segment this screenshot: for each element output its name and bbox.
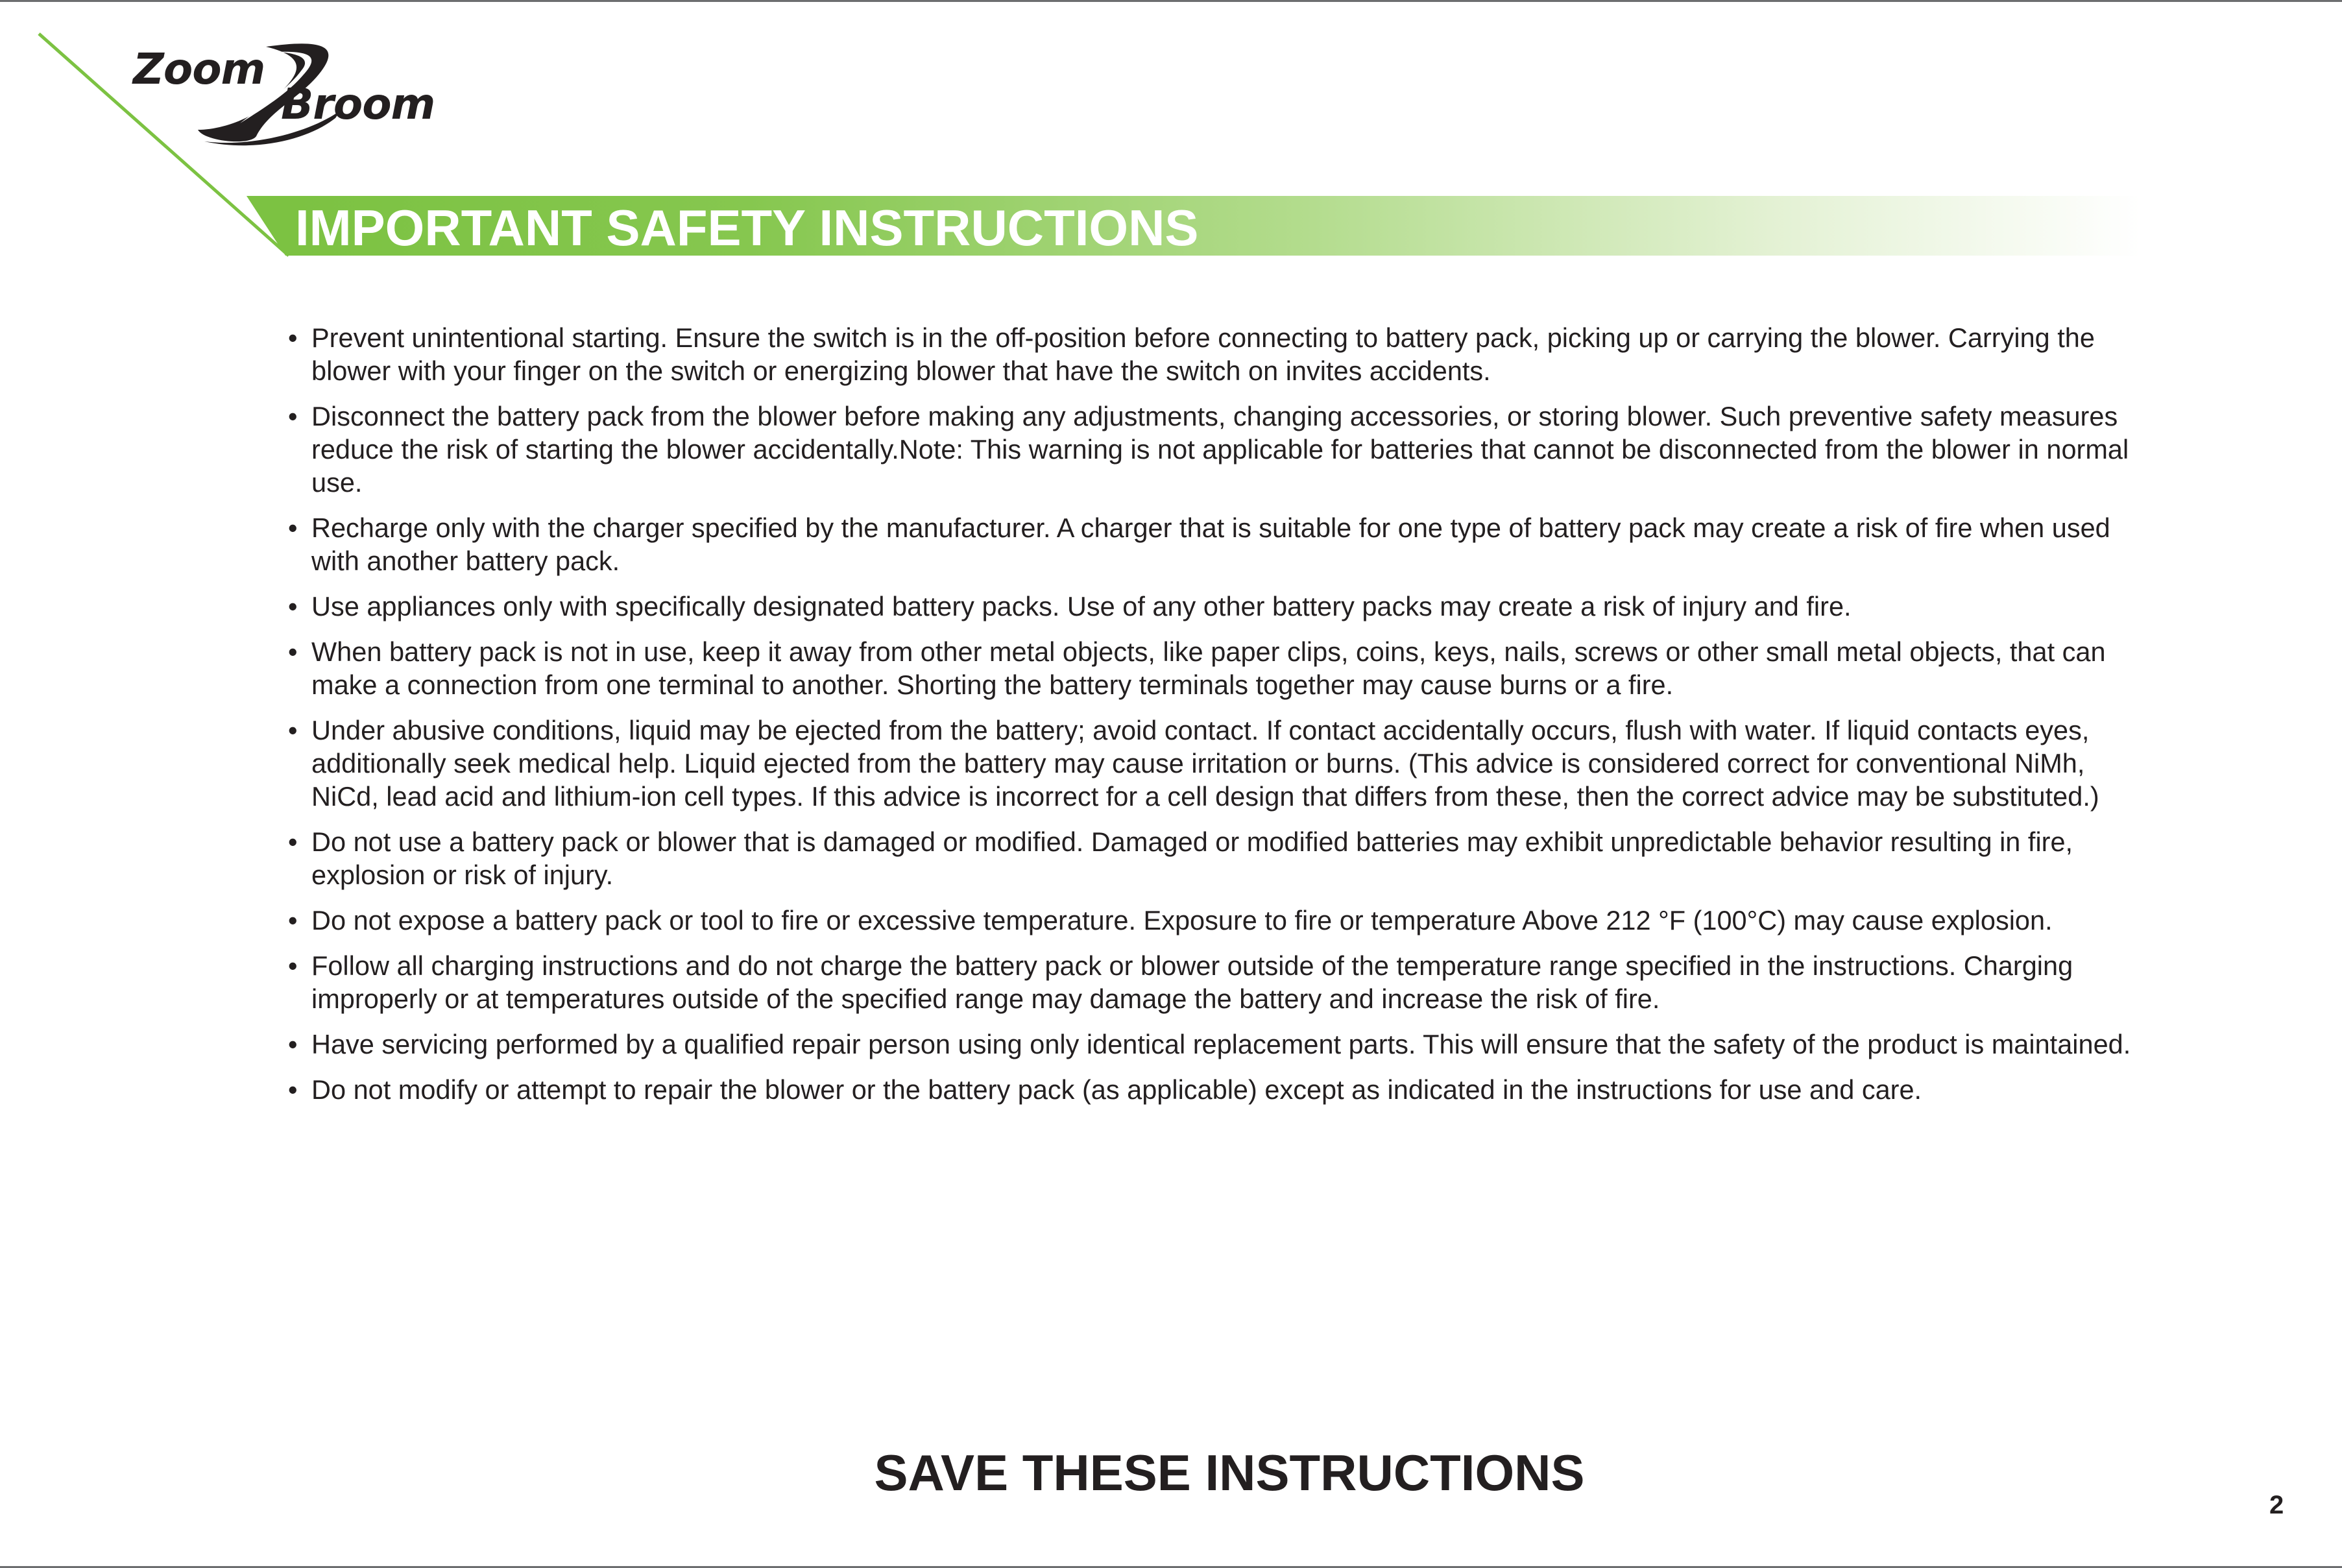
bullet-icon: • <box>288 636 298 667</box>
safety-instructions-list <box>285 321 2134 1118</box>
instruction-text: Disconnect the battery pack from the blower before making any adjustments, changing accessories, or storing blower. Such preventive safety measures reduce the risk of starting the blower accidentally.Note: This warning is not applicable for batteries that cannot be disconnected from the blower in normal use. <box>311 401 2129 498</box>
instruction-text: Use appliances only with specifically designated battery packs. Use of any other battery packs may create a risk of injury and fire. <box>311 591 1852 621</box>
zoom-broom-logo <box>127 32 438 149</box>
page-number: 2 <box>2269 1491 2284 1519</box>
instruction-item <box>285 635 2134 701</box>
instruction-item <box>285 1073 2134 1106</box>
instruction-item <box>285 511 2134 577</box>
instruction-text: Do not use a battery pack or blower that is damaged or modified. Damaged or modified batteries may exhibit unpredictable behavior resulting in fire, explosion or risk of injury. <box>311 826 2073 890</box>
instruction-item <box>285 825 2134 891</box>
bullet-icon: • <box>288 715 298 745</box>
instruction-text: Follow all charging instructions and do not charge the battery pack or blower outside of the temperature range specified in the instructions. Charging improperly or at temperatures outside of the specified range may damage the battery and increase the risk of fire. <box>311 950 2073 1014</box>
instruction-text: Under abusive conditions, liquid may be ejected from the battery; avoid contact. If contact accidentally occurs, flush with water. If liquid contacts eyes, additionally seek medical help. Liquid ejected from the battery may cause irritation or burns. (This advice is considered correct for conventional NiMh, NiCd, lead acid and lithium-ion cell types. If this advice is incorrect for a cell design that differs from these, then the correct advice may be substituted.) <box>311 715 2099 812</box>
instruction-text: Recharge only with the charger specified by the manufacturer. A charger that is suitable for one type of battery pack may create a risk of fire when used with another battery pack. <box>311 513 2110 576</box>
instruction-item <box>285 1028 2134 1061</box>
bullet-icon: • <box>288 950 298 981</box>
instruction-text: Do not expose a battery pack or tool to fire or excessive temperature. Exposure to fire or temperature Above 212 °F (100°C) may cause explosion. <box>311 905 2053 935</box>
bullet-icon: • <box>288 401 298 431</box>
bullet-icon: • <box>288 591 298 621</box>
logo-zoom-text: Zoom <box>133 44 265 94</box>
save-instructions-heading: SAVE THESE INSTRUCTIONS <box>874 1444 1585 1501</box>
instruction-item <box>285 714 2134 813</box>
instruction-item <box>285 590 2134 623</box>
bullet-icon: • <box>288 1029 298 1059</box>
instruction-item <box>285 949 2134 1015</box>
bullet-icon: • <box>288 513 298 543</box>
bullet-icon: • <box>288 322 298 353</box>
instruction-item <box>285 321 2134 387</box>
page-title: IMPORTANT SAFETY INSTRUCTIONS <box>295 199 1199 256</box>
instruction-text: Prevent unintentional starting. Ensure the switch is in the off-position before connecting to battery pack, picking up or carrying the blower. Carrying the blower with your finger on the switch or energizing blower that have the switch on invites accidents. <box>311 322 2095 386</box>
instruction-text: When battery pack is not in use, keep it away from other metal objects, like paper clips, coins, keys, nails, screws or other small metal objects, that can make a connection from one terminal to another. Shorting the battery terminals together may cause burns or a fire. <box>311 636 2106 700</box>
instruction-item <box>285 400 2134 499</box>
logo-broom-text: Broom <box>281 79 435 129</box>
instruction-text: Have servicing performed by a qualified repair person using only identical replacement parts. This will ensure that the safety of the product is maintained. <box>311 1029 2131 1059</box>
bullet-icon: • <box>288 1074 298 1105</box>
instruction-item <box>285 904 2134 937</box>
bullet-icon: • <box>288 826 298 857</box>
bullet-icon: • <box>288 905 298 935</box>
instruction-text: Do not modify or attempt to repair the blower or the battery pack (as applicable) except as indicated in the instructions for use and care. <box>311 1074 1922 1105</box>
